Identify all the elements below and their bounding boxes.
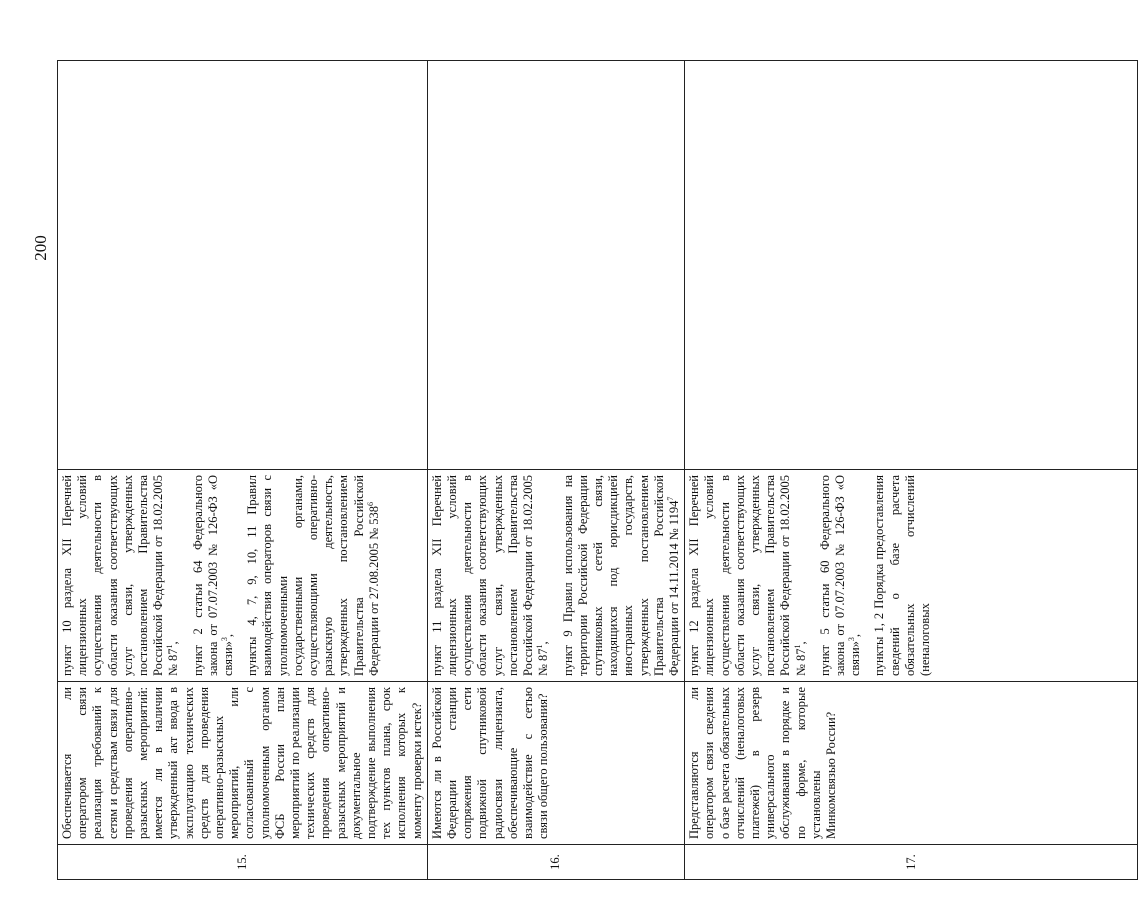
row-number: 16. [548,854,563,870]
empty-cell [427,61,684,470]
row-number-cell [685,845,1138,880]
reference-text: пункт 12 раздела XII Перечней лицензионных условий осуществления деятельности в области оказания соответствующих услуг связи, утвержденных постановлением Правительства Российской Федерации от 18.02.2005 № 87 [687,475,808,676]
footnote-mark: 3 [847,637,856,642]
footnote-mark: 1 [792,644,802,649]
reference-tail: , [536,641,551,645]
reference-item [191,475,237,676]
row-number-cell [58,845,428,880]
reference-tail: , [793,641,808,645]
reference-item [561,475,683,676]
reference-item [430,475,552,676]
checklist-table [57,60,1138,880]
page-number: 200 [31,235,50,261]
row-number: 17. [903,854,918,870]
reference-cell [58,470,428,682]
reference-text: пункт 11 раздела XII Перечней лицензионных условий осуществления деятельности в области оказания соответствующих услуг связи, утвержденных постановлением Правительства Российской Федерации от 18.02.2005 № 87 [429,475,551,676]
question-cell [427,682,684,845]
question-text: Представляются ли оператором связи сведения о базе расчета обязательных отчислений (неналоговых платежей) в резерв универсального обслуживания в порядке и по форме, которые установлены Минкомсвязью России? [687,687,838,839]
question-cell [58,682,428,845]
reference-item [60,475,182,676]
footnote-mark: 3 [219,637,229,642]
footnote-mark: 7 [665,496,675,501]
reference-item [687,475,809,676]
reference-text: пункты 4, 7, 9, 10, 11 Правил взаимодействия операторов связи с уполномоченными государственными органами, осуществляющими оперативно-разыскную деятельность, утвержденных постановлением Правительства Российской Федерации от 27.08.2005 № 538 [245,475,381,676]
question-text: Обеспечивается ли оператором связи реализация требований к сетям и средствам связи для проведения оперативно-разыскных мероприятий: имеется ли в наличии утвержденный акт ввода в эксплуатацию технических средств для проведения оперативно-разыскных мероприятий, или согласованный с уполномоченным органом ФСБ России план мероприятий по реализации технических средств для проведения оперативно-разыскных мероприятий и документальное подтверждение выполнения тех пунктов плана, срок исполнения которых к моменту проверки истек? [60,687,424,839]
row-number-cell [427,845,684,880]
reference-text: пункты 1, 2 Порядка предоставления сведений о базе расчета обязательных отчислений (неналоговых [872,475,932,676]
reference-cell [685,470,1138,682]
reference-item [245,475,382,676]
footnote-mark: 1 [165,644,175,649]
empty-cell [58,61,428,470]
reference-item [818,475,864,676]
row-number: 15. [234,854,249,870]
footnote-mark: 6 [365,501,375,506]
table-row [427,61,684,880]
reference-item [872,475,933,676]
reference-tail: , [221,633,236,638]
rotated-page-content [57,60,932,880]
reference-text: пункт 9 Правил использования на территории Российской Федерации спутниковых сетей связи, находящихся под юрисдикцией иностранных государств, утвержденных постановлением Правительства Российской Федерации от 14.11.2014 № 1194 [560,475,681,676]
reference-tail: , [166,641,181,645]
reference-cell [427,470,684,682]
footnote-mark: 1 [535,644,545,649]
reference-text: пункт 5 статьи 60 Федерального закона от 07.07.2003 № 126-ФЗ «О связи» [817,475,863,676]
table-row [58,61,428,880]
question-text: Имеются ли в Российской Федерации станции сопряжения сети подвижной спутниковой радиосвязи лицензиата, обеспечивающие взаимодействие с сетью связи общего пользования? [429,687,551,839]
reference-text: пункт 2 статьи 64 Федерального закона от 07.07.2003 № 126-ФЗ «О связи» [190,475,236,676]
question-cell [685,682,1138,845]
table-row [685,61,1138,880]
reference-text: пункт 10 раздела XII Перечней лицензионных условий осуществления деятельности в области оказания соответствующих услуг связи, утвержденных постановлением Правительства Российской Федерации от 18.02.2005 № 87 [60,475,181,676]
empty-cell [685,61,1138,470]
reference-tail: , [848,633,863,638]
